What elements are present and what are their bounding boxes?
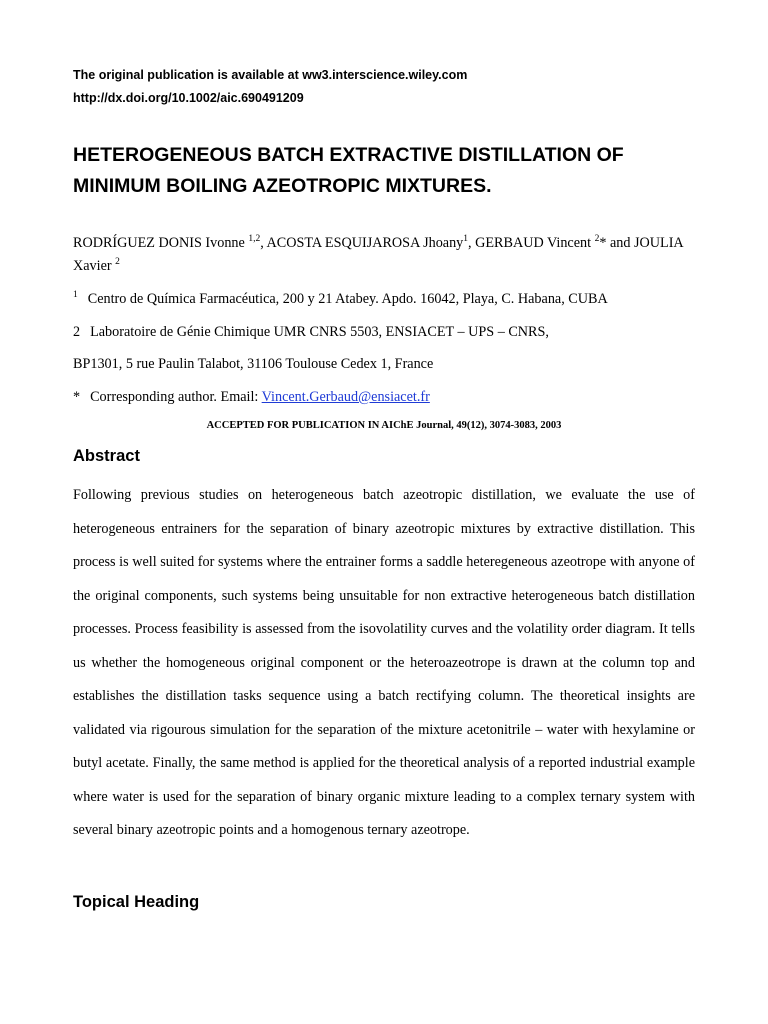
affiliation-2 xyxy=(73,323,549,341)
author-acosta-affil: 1 xyxy=(463,234,469,244)
author-rodriguez: RODRÍGUEZ DONIS Ivonne xyxy=(73,235,249,251)
acceptance-note: ACCEPTED FOR PUBLICATION IN AIChE Journal, 49(12), 3074-3083, 2003 xyxy=(206,420,562,431)
affiliation-1-number: 1 xyxy=(73,290,78,300)
author-joulia: * and JOULIA Xavier xyxy=(73,235,683,274)
affiliation-1-text: Centro de Química Farmacéutica, 200 y 21 Atabey. Apdo. 16042, Playa, C. Habana, CUBA xyxy=(87,291,608,307)
corresponding-author xyxy=(73,388,430,406)
affiliation-2-address: BP1301, 5 rue Paulin Talabot, 31106 Toulouse Cedex 1, France xyxy=(73,356,434,372)
corresponding-star: * xyxy=(73,389,81,405)
author-acosta: , ACOSTA ESQUIJAROSA Jhoany xyxy=(260,235,464,251)
paper-title: HETEROGENEOUS BATCH EXTRACTIVE DISTILLATION OF MINIMUM BOILING AZEOTROPIC MIXTURES. xyxy=(73,144,624,197)
author-rodriguez-affil: 1,2 xyxy=(248,234,261,244)
author-list xyxy=(73,232,703,278)
email-link[interactable]: Vincent.Gerbaud@ensiacet.fr xyxy=(261,389,430,405)
author-gerbaud-affil: 2 xyxy=(594,234,600,244)
abstract-heading: Abstract xyxy=(73,447,140,465)
abstract-body: Following previous studies on heterogeneous batch azeotropic distillation, we evaluate the use of heterogeneous entrainers for the separation of binary azeotropic mixtures by extractive distillation. This process is well suited for systems where the entrainer forms a saddle heteregeneous azeotrope with anyone of the original components, such systems being unsuitable for non extractive heterogeneous batch distillation processes. Process feasibility is assessed from the isovolatility curves and the volatility order diagram. It tells us whether the homogeneous original component or the heteroazeotrope is drawn at the column top and establishes the distillation tasks sequence using a batch rectifying column. The theoretical insights are validated via rigourous simulation for the separation of the mixture acetonitrile – water with hexylamine or butyl acetate. Finally, the same method is applied for the theoretical analysis of a reported industrial example where water is used for the separation of binary organic mixture leading to a complex ternary system with several binary azeotropic points and a homogenous ternary azeotrope. xyxy=(73,487,695,838)
availability-note: The original publication is available at ww3.interscience.wiley.com xyxy=(73,68,468,82)
affiliation-1 xyxy=(73,290,608,308)
affiliation-2-text: Laboratoire de Génie Chimique UMR CNRS 5503, ENSIACET – UPS – CNRS, xyxy=(90,324,549,340)
doi-link[interactable]: http://dx.doi.org/10.1002/aic.690491209 xyxy=(73,91,304,105)
affiliation-2-number: 2 xyxy=(73,324,81,340)
author-joulia-affil: 2 xyxy=(115,257,120,267)
topical-heading: Topical Heading xyxy=(73,893,200,911)
corresponding-label: Corresponding author. Email: xyxy=(90,389,262,405)
author-gerbaud: , GERBAUD Vincent xyxy=(468,235,595,251)
